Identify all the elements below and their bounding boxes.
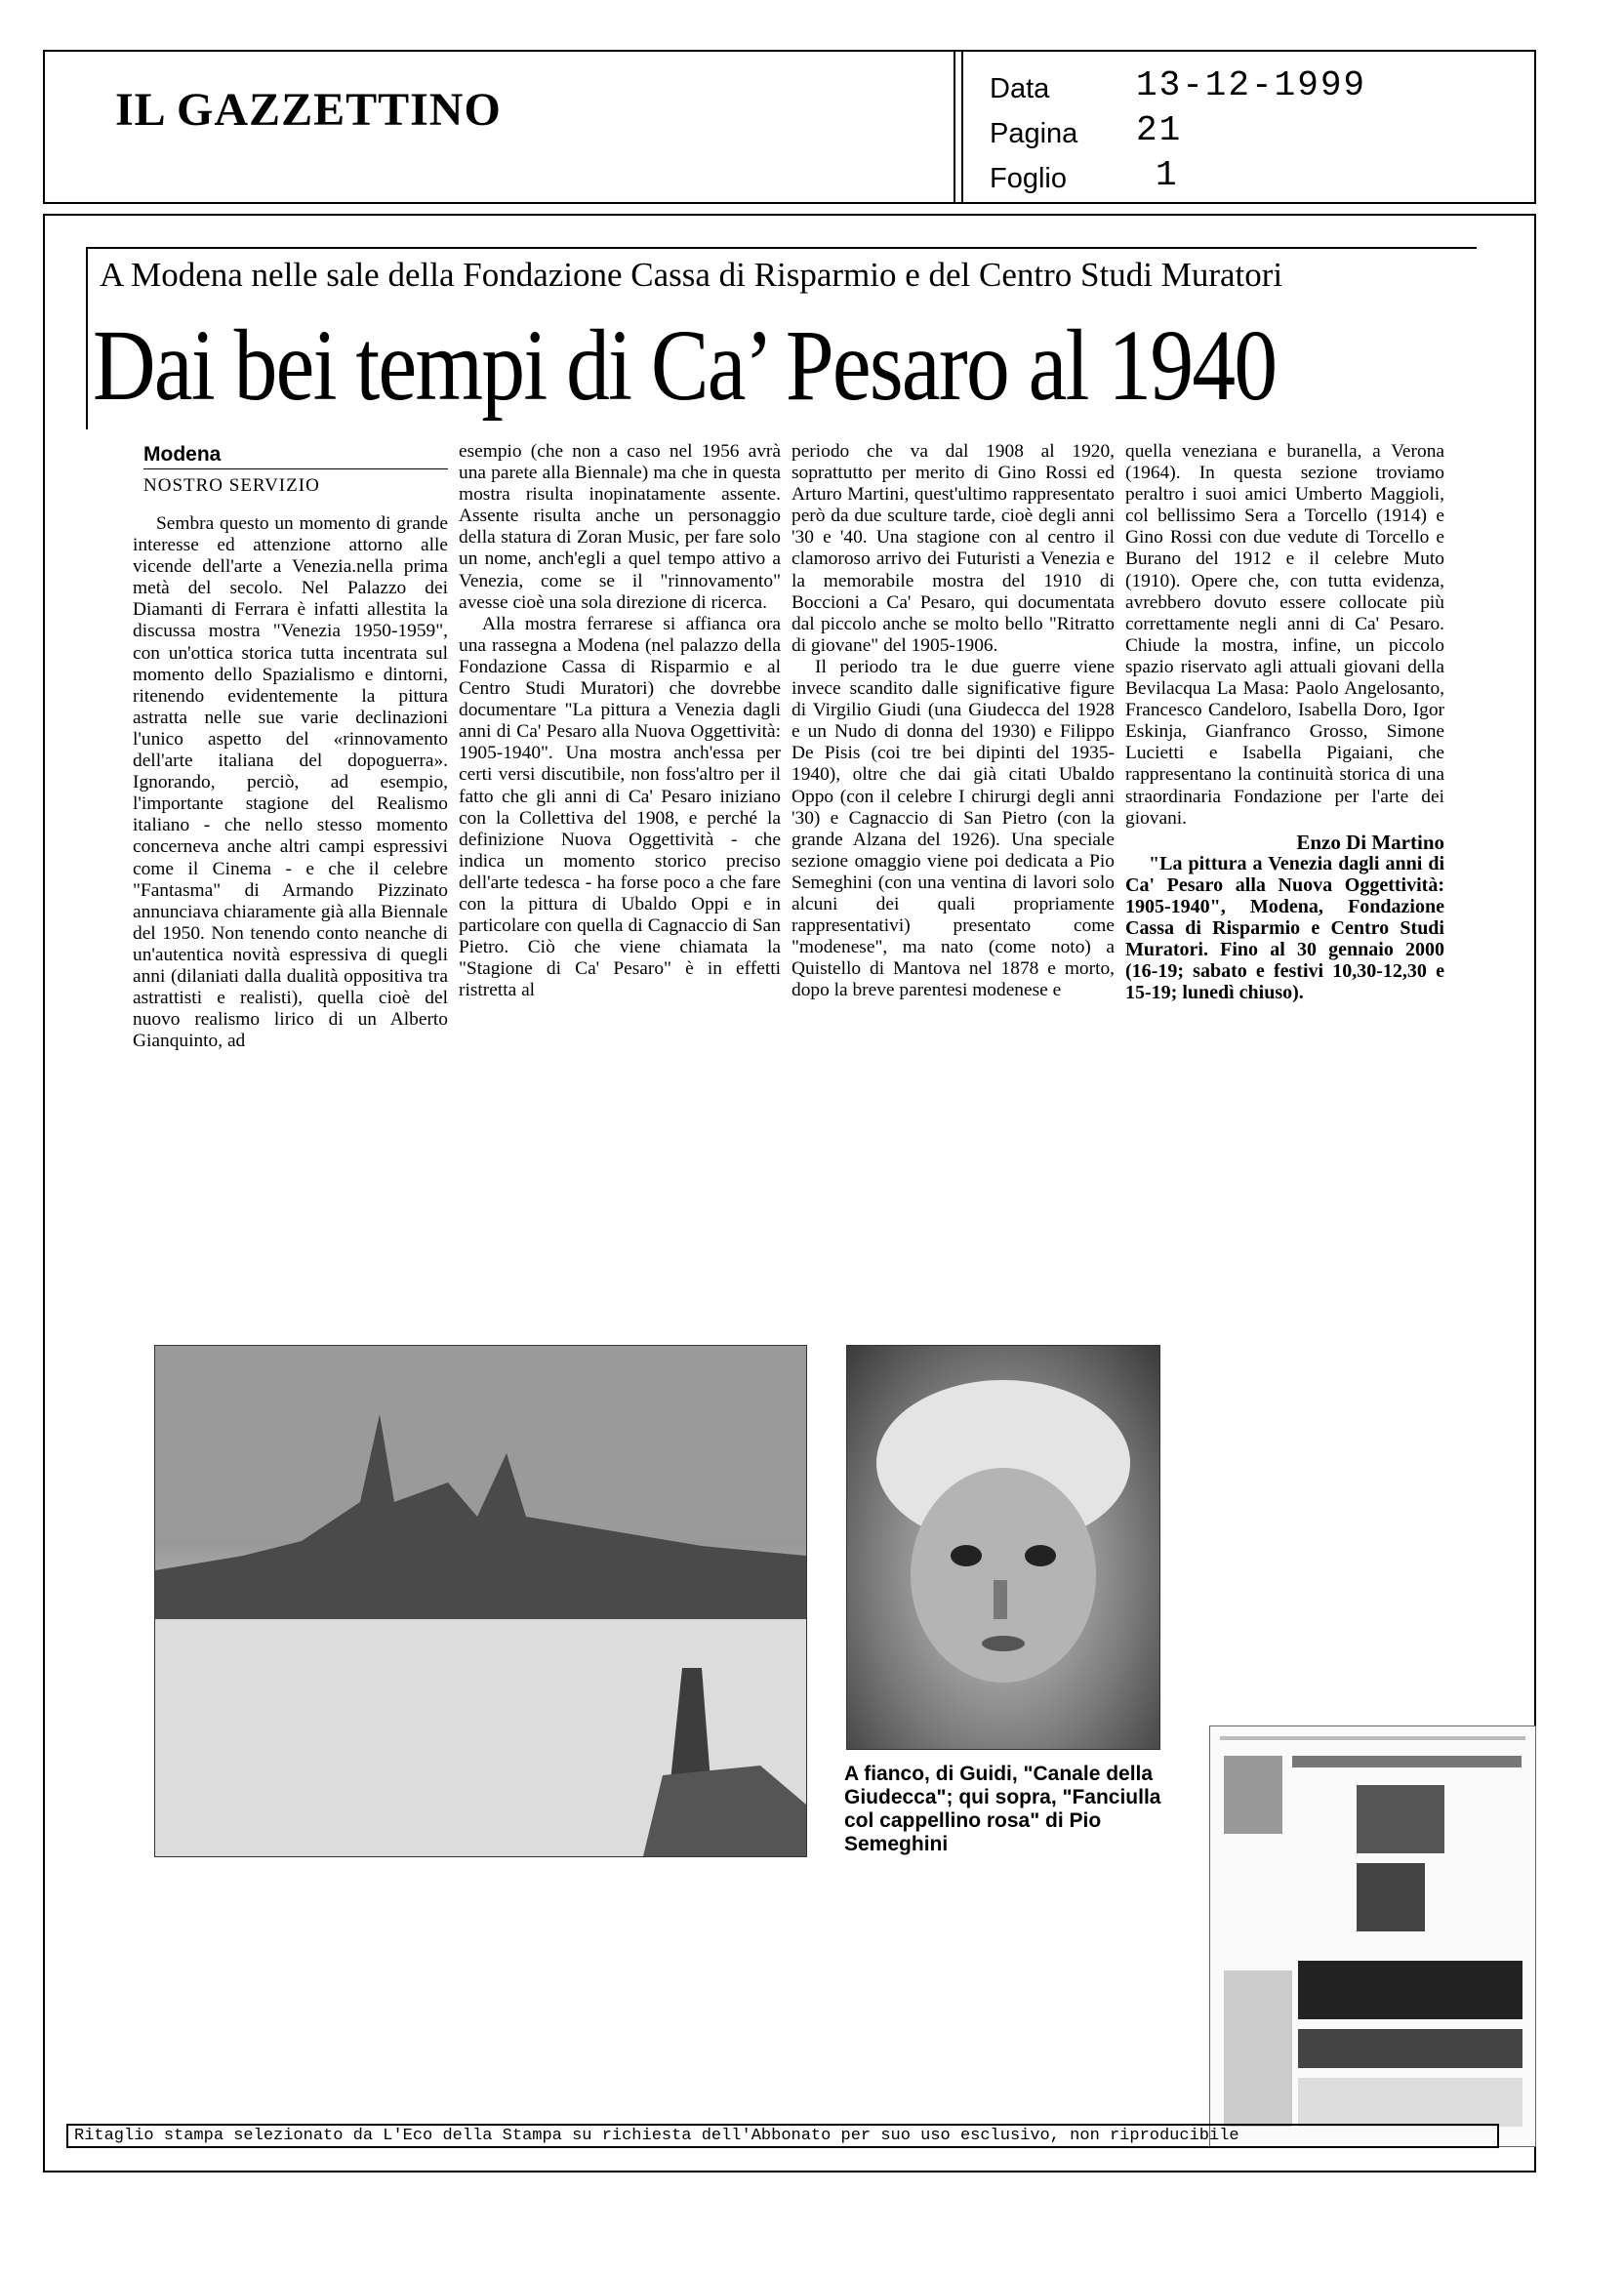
thumbnail-sketch [1210, 1726, 1535, 2146]
dateline-rule [143, 468, 448, 469]
header-box [43, 50, 1536, 204]
top-rule [86, 247, 1477, 249]
page-value: 21 [1136, 110, 1183, 150]
paragraph: Alla mostra ferrarese si affianca ora una rassegna a Modena (nel palazzo della Fondazione Cassa di Risparmio e al Centro Studi Muratori) che dovrebbe documentare "La pittura a Venezia dagli anni di Ca' Pesaro alla Nuova Oggettività: 1905-1940". Una mostra anch'essa per certi versi discutibile, non foss'altro per il fatto che gli anni di Ca' Pesaro iniziano con la Collettiva del 1908, e perché la definizione Nuova Oggettività - che indica un momento storico preciso dell'arte tedesca - ha forse poco a che fare con la pittura di Ubaldo Oppi e in particolare con quella di Cagnaccio di San Pietro. Ciò che viene chiamata la "Stagione di Ca' Pesaro" è in effetti ristretta al [459, 613, 781, 1001]
page-label: Pagina [990, 118, 1078, 149]
painting-sketch [847, 1346, 1159, 1749]
sheet-label: Foglio [990, 163, 1067, 194]
photo-caption: A fianco, di Guidi, "Canale della Giudecca"; qui sopra, "Fanciulla col cappellino rosa" di Pio Semeghini [844, 1763, 1161, 1855]
exhibition-info: "La pittura a Venezia dagli anni di Ca' Pesaro alla Nuova Oggettività: 1905-1940", Modena, Fondazione Cassa di Risparmio e Centro Studi Muratori. Fino al 30 gennaio 2000 (16-19; sabato e festivi 10,30-12,30 e 15-19; lunedì chiuso). [1125, 852, 1444, 1003]
header-divider [954, 52, 955, 202]
paragraph: periodo che va dal 1908 al 1920, soprattutto per merito di Gino Rossi ed Arturo Martini, quest'ultimo rappresentato però da due sculture tarde, cioè degli anni '30 e '40. Una stagione con al centro il clamoroso arrivo dei Futuristi a Venezia e la memorabile mostra del 1910 di Boccioni a Ca' Pesaro, qui documentata dal piccolo anche se molto bello "Ritratto di giovane" del 1905-1906. [792, 441, 1115, 656]
column-2 [459, 441, 781, 1001]
paragraph: Sembra questo un momento di grande interesse ed attenzione attorno alle vicende dell'arte a Venezia.nella prima metà del secolo. Nel Palazzo dei Diamanti di Ferrara è infatti allestita la discussa mostra "Venezia 1950-1959", con un'ottica storica tutta incentrata sul momento dello Spazialismo e dintorni, ritenendo evidentemente la pittura astratta nelle sue varie declinazioni l'unico aspetto del «rinnovamento dell'arte italiana del dopoguerra». Ignorando, perciò, ad esempio, l'importante stagione del Realismo italiano - che nello stesso momento concerneva anche altri campi espressivi come il Cinema - e che il celebre "Fantasma" di Armando Pizzinato annunciava chiaramente già alla Biennale del 1950. Non tenendo conto neanche di un'autentica novità espressiva di quegli anni (dilaniati dalla dualità oppositiva tra astrattisti e realisti), quella cioè del nuovo realismo lirico di un Alberto Gianquinto, ad [133, 513, 449, 1052]
meta-block [990, 65, 1497, 200]
painting-canale-della-giudecca [154, 1345, 807, 1857]
author: Enzo Di Martino [1296, 830, 1444, 854]
painting-fanciulla-col-cappellino [846, 1345, 1160, 1750]
date-value: 13-12-1999 [1136, 65, 1367, 105]
footer-notice: Ritaglio stampa selezionato da L'Eco della Stampa su richiesta dell'Abbonato per suo uso esclusivo, non riproducibile [66, 2124, 1499, 2148]
paragraph: quella veneziana e buranella, a Verona (1964). In questa sezione troviamo peraltro i suoi amici Umberto Maggioli, col bellissimo Sera a Torcello (1914) e Gino Rossi con due vedute di Torcello e Burano del 1912 e il celebre Muto (1910). Opere che, con tutta evidenza, avrebbero dovuto essere collocate più correttamente negli anni di Ca' Pesaro. Chiude la mostra, infine, un piccolo spazio riservato agli attuali giovani della Bevilacqua La Masa: Paolo Angelosanto, Francesco Candeloro, Isabella Doro, Igor Eskinja, Gianfranco Grosso, Simone Lucietti e Isabella Pigaiani, che rappresentano la continuità storica di una straordinaria Fondazione per l'arte dei giovani. [1125, 441, 1444, 829]
side-rule [86, 247, 88, 429]
headline: Dai bei tempi di Ca’ Pesaro al 1940 [93, 309, 1277, 422]
paragraph: esempio (che non a caso nel 1956 avrà una parete alla Biennale) ma che in questa mostra risulta inopinatamente assente. Assente risulta anche un personaggio della statura di Zoran Music, per fare solo un nome, anch'egli a quel tempo attivo a Venezia, come se il "rinnovamento" avesse cioè una sola direzione di ricerca. [459, 441, 781, 613]
dateline: Modena [143, 443, 222, 466]
sheet-value: 1 [1156, 155, 1179, 195]
kicker: A Modena nelle sale della Fondazione Cassa di Risparmio e del Centro Studi Muratori [100, 256, 1283, 294]
page-thumbnail [1209, 1726, 1536, 2147]
column-1 [133, 513, 448, 1052]
service-label: NOSTRO SERVIZIO [143, 475, 320, 496]
column-4 [1125, 441, 1444, 1003]
masthead: IL GAZZETTINO [115, 84, 502, 136]
header-divider [961, 52, 963, 202]
date-label: Data [990, 73, 1050, 104]
painting-sketch [155, 1346, 806, 1856]
paragraph: Il periodo tra le due guerre viene invece scandito dalle significative figure di Virgilio Giudi (una Giudecca del 1928 e un Nudo di donna del 1930) e Filippo De Pisis (coi tre bei dipinti del 1935-1940), oltre che dai già citati Ubaldo Oppo (con il celebre I chirurgi degli anni '30) e Cagnaccio di San Pietro (con la grande Alzana del 1926). Una speciale sezione omaggio viene poi dedicata a Pio Semeghini (con una ventina di lavori solo alcuni dei quali propriamente rappresentativi) presentato come "modenese", ma nato (come noto) a Quistello di Mantova nel 1878 e morto, dopo la breve parentesi modenese e [792, 656, 1115, 1001]
column-3 [792, 441, 1115, 1001]
